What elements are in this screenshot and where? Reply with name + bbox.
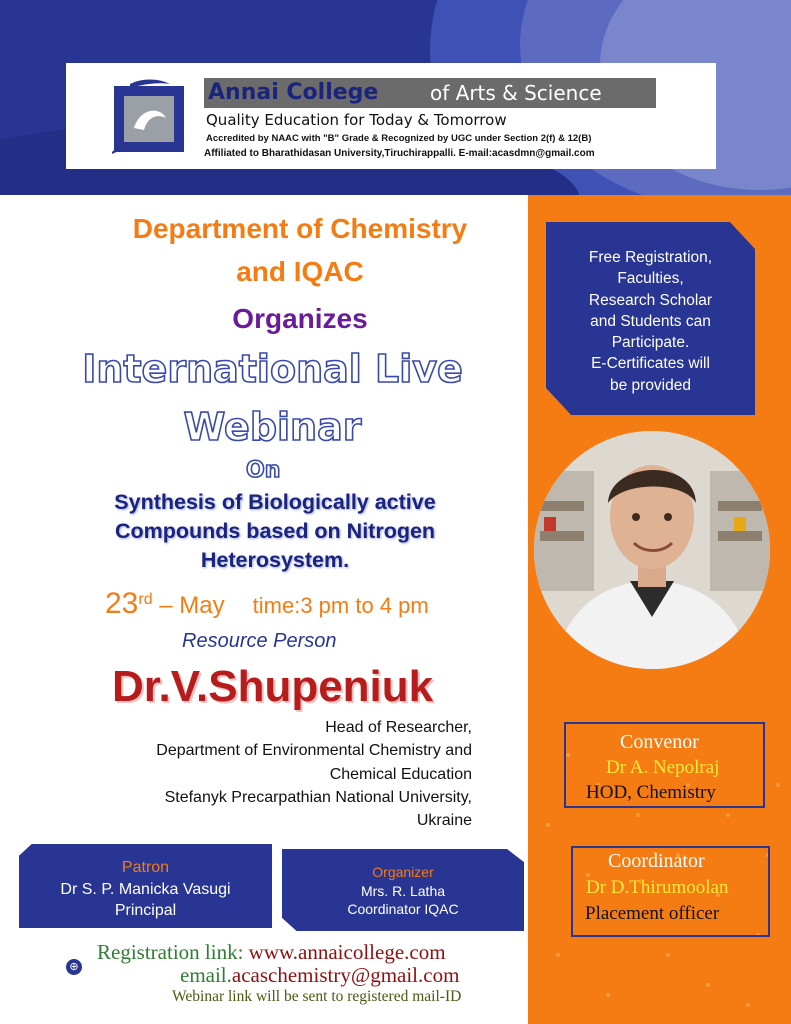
department-line: and IQAC [236,256,364,287]
registration-email-line [180,963,459,988]
speaker-photo [534,431,770,669]
speaker-portrait-icon [534,431,770,669]
patron-role: Principal [114,902,177,919]
organizer-details [282,882,524,918]
affiliation-line: Chemical Education [329,765,472,783]
topic-line: Compounds based on Nitrogen [114,519,436,543]
info-line: E-Certificates will [591,355,710,373]
webinar-title-line2: Webinar [183,405,362,449]
registration-email[interactable]: acaschemistry@gmail.com [231,963,460,987]
college-logo-banner [66,63,716,169]
speaker-affiliation [100,716,472,832]
organizer-name: Mrs. R. Latha [360,883,446,899]
event-date-month: – May [152,592,225,619]
on-text: On [246,458,281,483]
resource-person-label: Resource Person [182,630,337,652]
move-handle-icon: ⊕ [66,959,82,975]
college-tagline: Quality Education for Today & Tomorrow [206,111,507,129]
convenor-title: Convenor [620,731,699,753]
department-line: Department of Chemistry [132,213,468,244]
registration-link[interactable]: www.annaicollege.com [248,940,446,964]
speaker-name: Dr.V.Shupeniuk [112,662,434,711]
coordinator-role: Placement officer [585,903,720,924]
patron-name: Dr S. P. Manicka Vasugi [60,881,231,898]
organizer-role: Coordinator IQAC [347,901,459,917]
college-emblem-icon [110,78,190,158]
patron-details [19,879,272,921]
info-line: and Students can [590,312,711,330]
college-name-rest: of Arts & Science [430,81,602,105]
registration-link-label: Registration link: [97,940,249,964]
affiliation-line: Head of Researcher, [325,719,472,736]
convenor-name: Dr A. Nepolraj [606,757,720,778]
info-line: be provided [609,376,691,394]
registration-note: Webinar link will be sent to registered mail-ID [172,988,462,1005]
webinar-title-line1: International Live [82,347,463,391]
info-line: Faculties, [617,270,684,288]
info-line: Research Scholar [588,291,713,309]
event-date-day: 23 [105,587,139,620]
convenor-role: HOD, Chemistry [586,782,716,803]
coordinator-title: Coordinator [608,850,705,872]
college-affiliation: Affiliated to Bharathidasan University,Tiruchirappalli. E-mail:acasdmn@gmail.com [204,148,595,159]
info-line: Participate. [611,334,690,352]
department-heading [70,207,530,293]
info-line: Free Registration, [588,249,713,266]
coordinator-name: Dr D.Thirumoolan [586,877,729,898]
event-time: time:3 pm to 4 pm [252,593,429,618]
affiliation-line: Stefanyk Precarpathian National University, [164,788,472,806]
organizer-label: Organizer [372,864,434,880]
registration-link-line [97,940,446,965]
affiliation-line: Ukraine [416,812,472,830]
organizes-text: Organizes [232,303,368,334]
patron-label: Patron [121,859,170,876]
event-date-time [105,587,429,621]
topic-line: Heterosystem. [200,548,350,572]
affiliation-line: Department of Environmental Chemistry and [156,742,472,760]
registration-email-label: email. [180,963,232,987]
college-name-bold: Annai College [208,80,379,105]
event-date-suffix: rd [138,591,153,608]
webinar-topic [60,488,490,575]
topic-line: Synthesis of Biologically active [114,490,436,514]
college-accreditation: Accredited by NAAC with "B" Grade & Recognized by UGC under Section 2(f) & 12(B) [206,133,592,144]
